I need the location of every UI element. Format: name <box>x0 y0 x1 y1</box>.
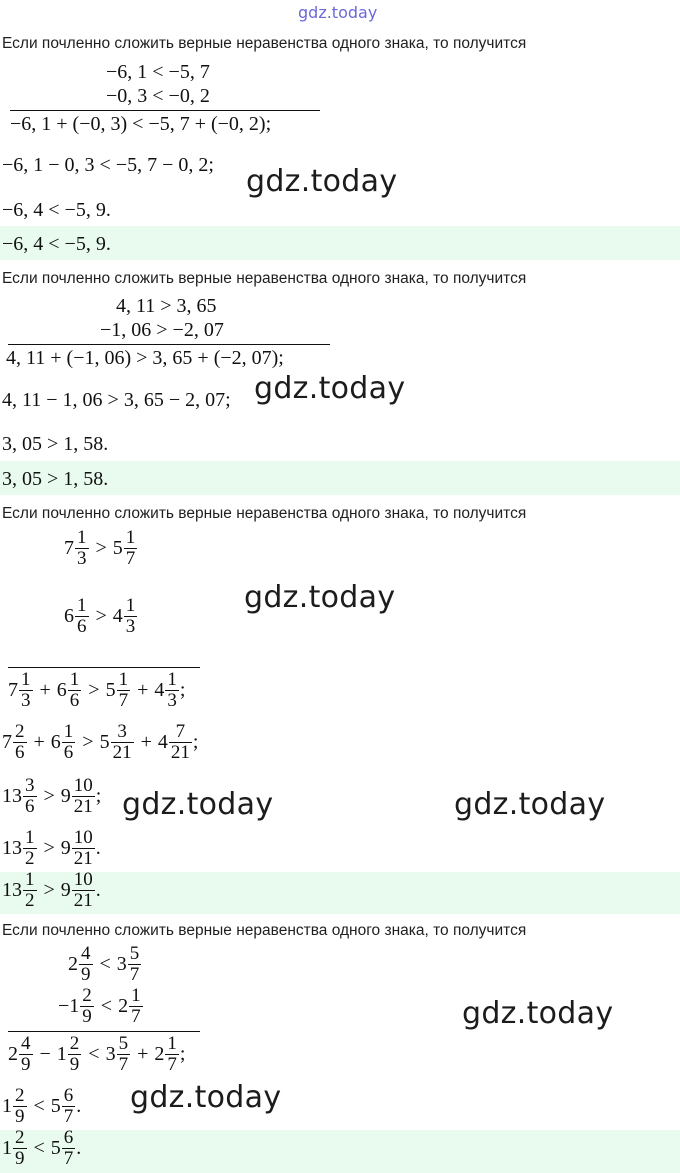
watermark: gdz.today <box>122 787 274 822</box>
relation-sign: > <box>95 604 107 627</box>
problem-2-result: 3, 05 > 1, 58. <box>2 433 109 455</box>
problem-4-sum: 2 $\frac{4}{9}$ − 1 $\frac{2}{9}$ < 3 $\frac{5}{7}$ + 2 $\frac{1}{7}$ ; <box>8 1033 186 1075</box>
problem-3-sum-rule <box>8 667 200 668</box>
problem-4-line2: −1 $\frac{2}{9}$ < 2 $\frac{1}{7}$ <box>58 985 141 1027</box>
problem-3-result: 13 $\frac{1}{2}$ > 9 $\frac{10}{21}$ . <box>2 827 101 869</box>
problem-2-line1: 4, 11 > 3, 65 <box>116 295 217 317</box>
whole-part: 7 <box>64 536 74 559</box>
problem-2-step: 4, 11 − 1, 06 > 3, 65 − 2, 07; <box>2 389 231 411</box>
problem-3-step2: 13 $\frac{3}{6}$ > 9 $\frac{10}{21}$ ; <box>2 775 102 817</box>
problem-1-sum-rule <box>10 110 320 111</box>
fraction: $\frac{1}{7}$ <box>125 527 136 569</box>
watermark: gdz.today <box>130 1080 282 1115</box>
problem-2-line2: −1, 06 > −2, 07 <box>100 319 224 341</box>
answer-highlight <box>0 869 680 914</box>
whole-part: 5 <box>112 536 123 559</box>
problem-1-intro: Если почленно сложить верные неравенства одного знака, то получится <box>2 35 527 52</box>
problem-3-answer: 13 $\frac{1}{2}$ > 9 $\frac{10}{21}$ . <box>2 869 101 911</box>
answer-highlight <box>0 1127 680 1173</box>
problem-4-intro: Если почленно сложить верные неравенства одного знака, то получится <box>2 922 527 939</box>
fraction: $\frac{1}{3}$ <box>125 595 136 637</box>
problem-1-sum: −6, 1 + (−0, 3) < −5, 7 + (−0, 2); <box>10 113 272 135</box>
problem-3-line2 <box>64 596 138 637</box>
problem-1-step: −6, 1 − 0, 3 < −5, 7 − 0, 2; <box>2 154 214 176</box>
problem-1-line1: −6, 1 < −5, 7 <box>106 61 210 83</box>
watermark: gdz.today <box>246 164 398 199</box>
problem-4-sum-rule <box>8 1031 200 1032</box>
problem-3-intro: Если почленно сложить верные неравенства одного знака, то получится <box>2 505 527 522</box>
watermark: gdz.today <box>462 996 614 1031</box>
problem-3-step: 7 $\frac{2}{6}$ + 6 $\frac{1}{6}$ > 5 $\frac{3}{21}$ + 4 $\frac{7}{21}$ ; <box>2 721 199 763</box>
relation-sign: > <box>95 536 107 559</box>
problem-2-sum-rule <box>8 344 330 345</box>
whole-part: 6 <box>64 604 74 627</box>
problem-1-line2: −0, 3 < −0, 2 <box>106 85 210 107</box>
problem-2-intro: Если почленно сложить верные неравенства одного знака, то получится <box>2 270 527 287</box>
problem-4-result: 1 $\frac{2}{9}$ < 5 $\frac{6}{7}$ . <box>2 1085 82 1127</box>
problem-4-line1: 2 $\frac{4}{9}$ < 3 $\frac{5}{7}$ <box>68 943 140 985</box>
site-watermark: gdz.today <box>298 3 378 22</box>
problem-1-result: −6, 4 < −5, 9. <box>2 199 111 221</box>
problem-4-answer: 1 $\frac{2}{9}$ < 5 $\frac{6}{7}$ . <box>2 1127 82 1169</box>
watermark: gdz.today <box>454 787 606 822</box>
whole-part: 4 <box>112 604 123 627</box>
problem-2-sum: 4, 11 + (−1, 06) > 3, 65 + (−2, 07); <box>6 347 284 369</box>
watermark: gdz.today <box>254 371 406 406</box>
problem-3-sum: 7 $\frac{1}{3}$ + 6 $\frac{1}{6}$ > 5 $\frac{1}{7}$ + 4 $\frac{1}{3}$ ; <box>8 669 186 711</box>
problem-1-answer: −6, 4 < −5, 9. <box>2 233 111 255</box>
problem-2-answer: 3, 05 > 1, 58. <box>2 468 109 490</box>
watermark: gdz.today <box>244 580 396 615</box>
fraction: $\frac{1}{6}$ <box>77 595 87 637</box>
fraction: $\frac{1}{3}$ <box>77 527 87 569</box>
problem-3-line1 <box>64 528 138 569</box>
